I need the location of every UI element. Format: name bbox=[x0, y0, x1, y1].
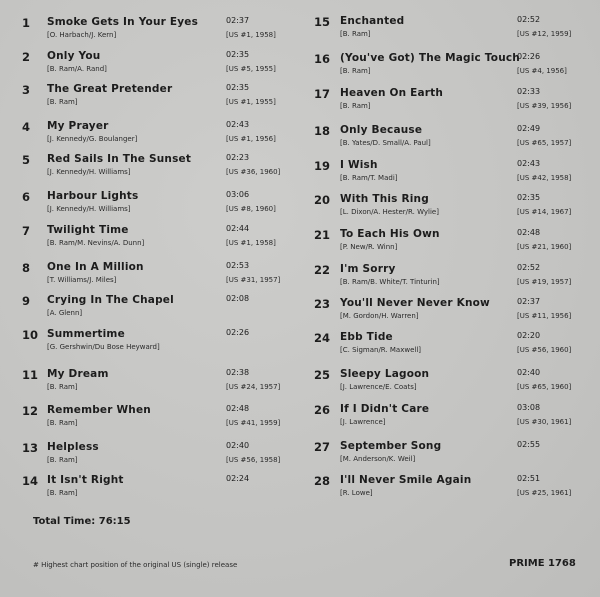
track-number: 16 bbox=[314, 52, 331, 66]
track-credits: [B. Yates/D. Small/A. Paul] bbox=[340, 139, 431, 147]
track-duration: 02:51 bbox=[517, 474, 541, 483]
track-title: (You've Got) The Magic Touch bbox=[340, 52, 520, 64]
track-chart-position: [US #1, 1955] bbox=[226, 98, 276, 106]
track-row bbox=[300, 403, 600, 437]
track-number: 7 bbox=[22, 224, 31, 238]
track-title: I'll Never Smile Again bbox=[340, 474, 472, 486]
track-credits: [B. Ram] bbox=[340, 30, 371, 38]
track-chart-position: [US #1, 1958] bbox=[226, 239, 276, 247]
track-chart-position: [US #4, 1956] bbox=[517, 67, 567, 75]
track-credits: [J. Lawrence] bbox=[340, 418, 386, 426]
track-chart-position: [US #19, 1957] bbox=[517, 278, 572, 286]
track-title: Only Because bbox=[340, 124, 423, 136]
track-chart-position: [US #8, 1960] bbox=[226, 205, 276, 213]
track-row bbox=[300, 297, 600, 331]
track-title: I'm Sorry bbox=[340, 263, 396, 275]
track-duration: 02:26 bbox=[517, 52, 541, 61]
track-title: One In A Million bbox=[47, 261, 144, 273]
track-row bbox=[0, 50, 300, 84]
track-title: Harbour Lights bbox=[47, 190, 139, 202]
track-title: If I Didn't Care bbox=[340, 403, 430, 415]
track-credits: [T. Williams/J. Miles] bbox=[47, 276, 117, 284]
track-duration: 02:43 bbox=[517, 159, 541, 168]
track-title: Sleepy Lagoon bbox=[340, 368, 430, 380]
track-chart-position: [US #11, 1956] bbox=[517, 312, 572, 320]
track-number: 14 bbox=[22, 474, 39, 488]
track-row bbox=[300, 263, 600, 297]
track-row bbox=[0, 16, 300, 50]
track-title: Enchanted bbox=[340, 15, 405, 27]
track-chart-position: [US #39, 1956] bbox=[517, 102, 572, 110]
track-credits: [L. Dixon/A. Hester/R. Wylie] bbox=[340, 208, 439, 216]
track-duration: 02:24 bbox=[226, 474, 250, 483]
track-chart-position: [US #56, 1958] bbox=[226, 456, 281, 464]
track-title: Ebb Tide bbox=[340, 331, 393, 343]
track-row bbox=[300, 15, 600, 49]
track-title: September Song bbox=[340, 440, 442, 452]
track-row bbox=[300, 52, 600, 86]
track-row bbox=[300, 159, 600, 193]
track-number: 21 bbox=[314, 228, 331, 242]
track-chart-position: [US #14, 1967] bbox=[517, 208, 572, 216]
track-duration: 02:52 bbox=[517, 15, 541, 24]
track-duration: 02:33 bbox=[517, 87, 541, 96]
track-number: 15 bbox=[314, 15, 331, 29]
track-chart-position: [US #42, 1958] bbox=[517, 174, 572, 182]
track-number: 9 bbox=[22, 294, 31, 308]
track-title: It Isn't Right bbox=[47, 474, 124, 486]
track-credits: [B. Ram/B. White/T. Tinturin] bbox=[340, 278, 440, 286]
track-row bbox=[300, 87, 600, 121]
track-duration: 02:40 bbox=[226, 441, 250, 450]
track-duration: 02:35 bbox=[226, 83, 250, 92]
track-chart-position: [US #31, 1957] bbox=[226, 276, 281, 284]
track-row bbox=[300, 368, 600, 402]
track-chart-position: [US #1, 1958] bbox=[226, 31, 276, 39]
track-title: Red Sails In The Sunset bbox=[47, 153, 192, 165]
track-row bbox=[300, 440, 600, 474]
track-number: 19 bbox=[314, 159, 331, 173]
track-number: 5 bbox=[22, 153, 31, 167]
track-duration: 02:44 bbox=[226, 224, 250, 233]
track-duration: 03:08 bbox=[517, 403, 541, 412]
track-title: The Great Pretender bbox=[47, 83, 173, 95]
track-row bbox=[0, 120, 300, 154]
track-row bbox=[0, 153, 300, 187]
track-chart-position: [US #12, 1959] bbox=[517, 30, 572, 38]
track-credits: [B. Ram/M. Nevins/A. Dunn] bbox=[47, 239, 145, 247]
track-number: 10 bbox=[22, 328, 39, 342]
track-row bbox=[0, 328, 300, 362]
track-duration: 02:26 bbox=[226, 328, 250, 337]
track-duration: 02:08 bbox=[226, 294, 250, 303]
track-credits: [B. Ram] bbox=[340, 67, 371, 75]
track-title: I Wish bbox=[340, 159, 378, 171]
track-chart-position: [US #24, 1957] bbox=[226, 383, 281, 391]
track-credits: [M. Gordon/H. Warren] bbox=[340, 312, 419, 320]
track-credits: [O. Harbach/J. Kern] bbox=[47, 31, 117, 39]
track-title: Heaven On Earth bbox=[340, 87, 444, 99]
track-credits: [B. Ram] bbox=[47, 419, 78, 427]
track-duration: 03:06 bbox=[226, 190, 250, 199]
track-row bbox=[0, 261, 300, 295]
track-title: To Each His Own bbox=[340, 228, 440, 240]
track-duration: 02:38 bbox=[226, 368, 250, 377]
track-number: 27 bbox=[314, 440, 331, 454]
track-chart-position: [US #41, 1959] bbox=[226, 419, 281, 427]
track-title: Smoke Gets In Your Eyes bbox=[47, 16, 199, 28]
track-title: Crying In The Chapel bbox=[47, 294, 174, 306]
track-duration: 02:40 bbox=[517, 368, 541, 377]
track-duration: 02:23 bbox=[226, 153, 250, 162]
track-row bbox=[0, 190, 300, 224]
track-credits: [C. Sigman/R. Maxwell] bbox=[340, 346, 421, 354]
track-chart-position: [US #36, 1960] bbox=[226, 168, 281, 176]
track-title: Only You bbox=[47, 50, 101, 62]
track-number: 13 bbox=[22, 441, 39, 455]
track-row bbox=[0, 474, 300, 508]
track-title: Helpless bbox=[47, 441, 99, 453]
track-number: 3 bbox=[22, 83, 31, 97]
track-duration: 02:52 bbox=[517, 263, 541, 272]
track-number: 1 bbox=[22, 16, 31, 30]
track-credits: [B. Ram/A. Rand] bbox=[47, 65, 107, 73]
track-duration: 02:48 bbox=[226, 404, 250, 413]
track-number: 28 bbox=[314, 474, 331, 488]
track-number: 12 bbox=[22, 404, 39, 418]
track-duration: 02:49 bbox=[517, 124, 541, 133]
track-row bbox=[0, 83, 300, 117]
track-number: 6 bbox=[22, 190, 31, 204]
track-credits: [B. Ram] bbox=[47, 383, 78, 391]
track-title: You'll Never Never Know bbox=[340, 297, 490, 309]
track-credits: [P. New/R. Winn] bbox=[340, 243, 398, 251]
track-row bbox=[0, 404, 300, 438]
track-number: 22 bbox=[314, 263, 331, 277]
track-row bbox=[300, 124, 600, 158]
track-duration: 02:35 bbox=[517, 193, 541, 202]
track-chart-position: [US #56, 1960] bbox=[517, 346, 572, 354]
track-duration: 02:48 bbox=[517, 228, 541, 237]
track-chart-position: [US #5, 1955] bbox=[226, 65, 276, 73]
track-credits: [J. Lawrence/E. Coats] bbox=[340, 383, 417, 391]
track-number: 2 bbox=[22, 50, 31, 64]
track-credits: [M. Anderson/K. Weil] bbox=[340, 455, 416, 463]
track-credits: [J. Kennedy/H. Williams] bbox=[47, 205, 131, 213]
track-number: 8 bbox=[22, 261, 31, 275]
track-number: 17 bbox=[314, 87, 331, 101]
track-number: 4 bbox=[22, 120, 31, 134]
track-row bbox=[0, 368, 300, 402]
track-chart-position: [US #21, 1960] bbox=[517, 243, 572, 251]
track-number: 26 bbox=[314, 403, 331, 417]
track-chart-position: [US #25, 1961] bbox=[517, 489, 572, 497]
track-row bbox=[300, 331, 600, 365]
track-credits: [B. Ram] bbox=[47, 456, 78, 464]
chart-footnote: # Highest chart position of the original US (single) release bbox=[33, 561, 238, 569]
track-credits: [J. Kennedy/H. Williams] bbox=[47, 168, 131, 176]
track-duration: 02:53 bbox=[226, 261, 250, 270]
track-chart-position: [US #1, 1956] bbox=[226, 135, 276, 143]
track-chart-position: [US #30, 1961] bbox=[517, 418, 572, 426]
track-duration: 02:37 bbox=[517, 297, 541, 306]
track-credits: [B. Ram] bbox=[47, 489, 78, 497]
track-chart-position: [US #65, 1960] bbox=[517, 383, 572, 391]
track-title: My Prayer bbox=[47, 120, 109, 132]
track-chart-position: [US #65, 1957] bbox=[517, 139, 572, 147]
track-row bbox=[300, 193, 600, 227]
track-title: My Dream bbox=[47, 368, 109, 380]
track-number: 18 bbox=[314, 124, 331, 138]
track-credits: [B. Ram/T. Madi] bbox=[340, 174, 398, 182]
track-duration: 02:55 bbox=[517, 440, 541, 449]
track-row bbox=[0, 224, 300, 258]
track-number: 23 bbox=[314, 297, 331, 311]
total-time: Total Time: 76:15 bbox=[33, 516, 131, 527]
track-row bbox=[300, 228, 600, 262]
track-credits: [J. Kennedy/G. Boulanger] bbox=[47, 135, 138, 143]
track-credits: [R. Lowe] bbox=[340, 489, 373, 497]
track-duration: 02:43 bbox=[226, 120, 250, 129]
track-duration: 02:35 bbox=[226, 50, 250, 59]
track-duration: 02:20 bbox=[517, 331, 541, 340]
track-number: 11 bbox=[22, 368, 39, 382]
track-credits: [A. Glenn] bbox=[47, 309, 83, 317]
track-title: With This Ring bbox=[340, 193, 429, 205]
track-title: Twilight Time bbox=[47, 224, 129, 236]
track-number: 24 bbox=[314, 331, 331, 345]
track-row bbox=[0, 441, 300, 475]
catalog-number: PRIME 1768 bbox=[509, 558, 576, 569]
track-credits: [B. Ram] bbox=[47, 98, 78, 106]
track-title: Summertime bbox=[47, 328, 125, 340]
track-duration: 02:37 bbox=[226, 16, 250, 25]
track-credits: [B. Ram] bbox=[340, 102, 371, 110]
track-credits: [G. Gershwin/Du Bose Heyward] bbox=[47, 343, 160, 351]
track-title: Remember When bbox=[47, 404, 151, 416]
track-row bbox=[300, 474, 600, 508]
track-row bbox=[0, 294, 300, 328]
track-number: 20 bbox=[314, 193, 331, 207]
track-number: 25 bbox=[314, 368, 331, 382]
